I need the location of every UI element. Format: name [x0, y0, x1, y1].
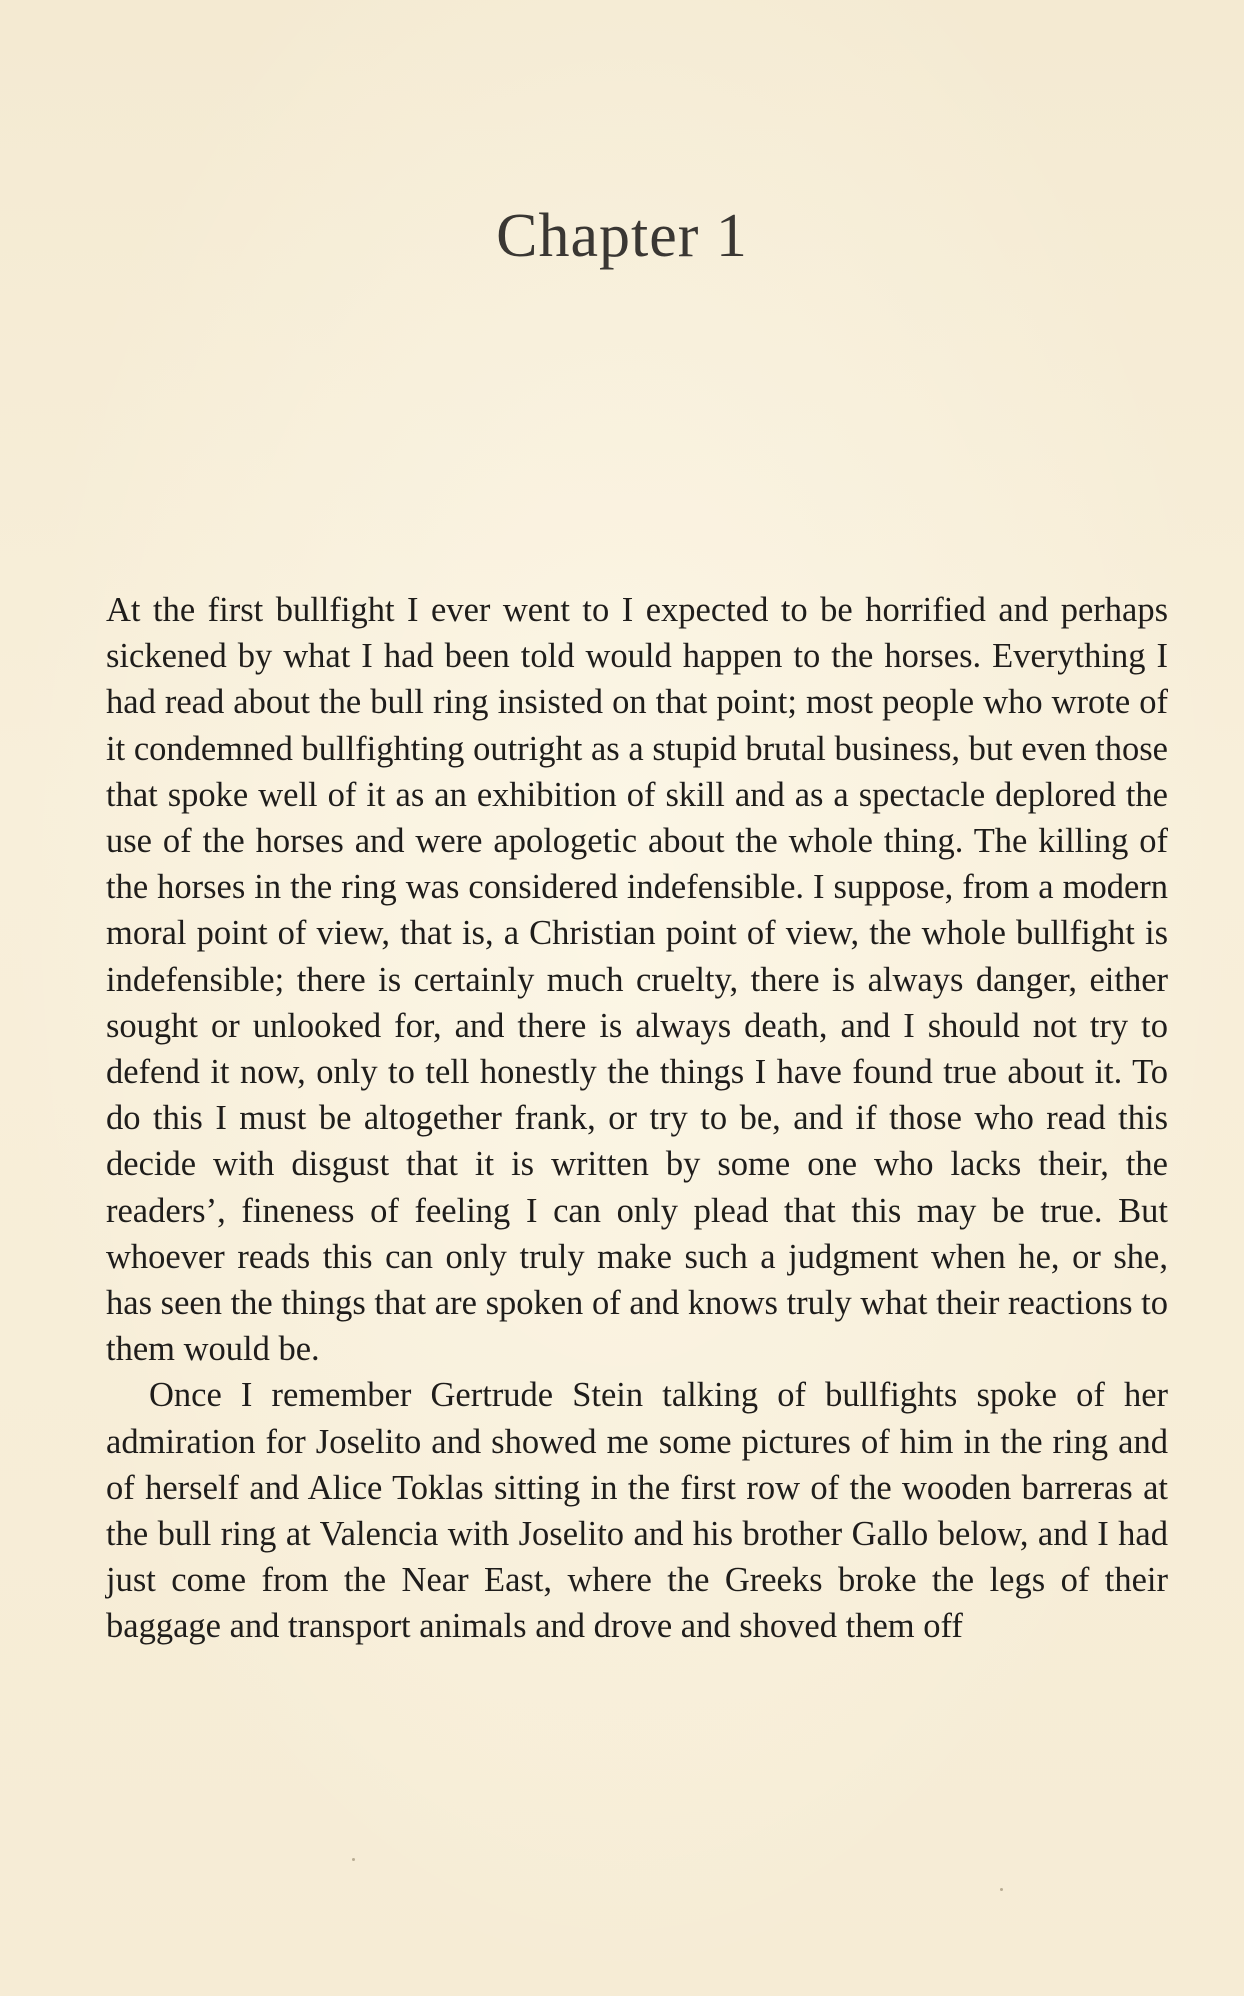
paper-speck — [1000, 1888, 1003, 1891]
paragraph-2: Once I remember Gertrude Stein talking of bullfights spoke of her admiration for Joselito and showed me some pictures of him in the ring and of herself and Alice Toklas sitting in the first row of the wooden barreras at the bull ring at Valencia with Joselito and his brother Gallo below, and I had just come from the Near East, where the Greeks broke the legs of their baggage and transport animals and drove and shoved them off — [106, 1376, 1168, 1646]
chapter-title: Chapter 1 — [496, 202, 748, 270]
paragraph-1: At the first bullfight I ever went to I expected to be horrified and perhaps sickened by what I had been told would happen to the horses. Everything I had read about the bull ring insisted on that point; most people who wrote of it condemned bullfighting outright as a stupid brutal business, but even those that spoke well of it as an exhibition of skill and as a spectacle deplored the use of the horses and were apologetic about the whole thing. The killing of the horses in the ring was considered indefensible. I suppose, from a modern moral point of view, that is, a Christian point of view, the whole bullfight is indefensible; there is certainly much cruelty, there is always danger, either sought or unlooked for, and there is always death, and I should not try to defend it now, only to tell honestly the things I have found true about it. To do this I must be altogether frank, or try to be, and if those who read this decide with disgust that it is written by some one who lacks their, the readers’, fineness of feeling I can only plead that this may be true. But whoever reads this can only truly make such a judgment when he, or she, has seen the things that are spoken of and knows truly what their reactions to them would be. — [106, 591, 1168, 1369]
chapter-body — [106, 587, 1168, 1650]
paper-speck — [352, 1858, 355, 1861]
